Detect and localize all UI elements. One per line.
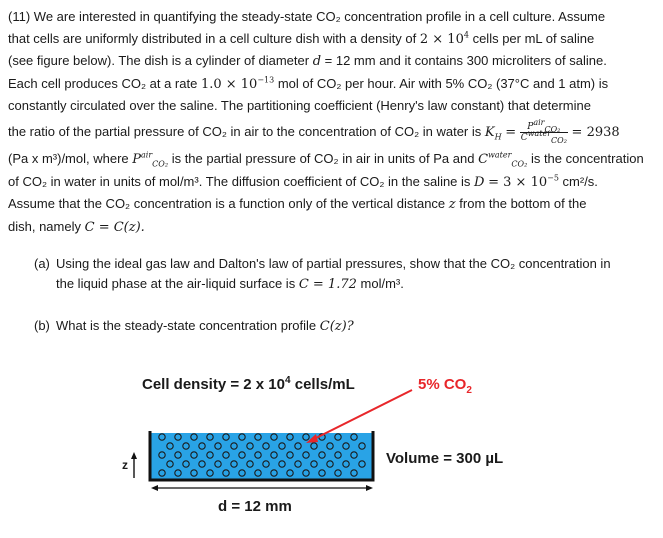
line-3: (see figure below). The dish is a cylinder of diameter d = 12 mm and it contains 300 microliters of saline.	[8, 53, 607, 70]
diameter-label: d = 12 mm	[218, 498, 292, 515]
co2-arrow	[312, 390, 412, 440]
cell-density-label: Cell density = 2 x $10^4$ cells/mL	[142, 375, 355, 393]
diameter-arrow-right	[366, 485, 373, 491]
line-2: that cells are uniformly distributed in a cell culture dish with a density of $2 \times 10^4$ cells per mL of saline	[8, 30, 595, 47]
volume-label: Volume = 300 µL	[386, 450, 504, 467]
line-4: Each cell produces CO₂ at a rate $1.0 \times 10^{-13}$ mol of CO₂ per hour. Air with 5% CO₂ (37°C and 1 atm) is	[8, 75, 609, 92]
line-7: (Pa x m³)/mol, where $P^{air}_{CO_2}$ is the partial pressure of CO₂ in air in units of Pa and $C^{water}_{CO_2}$ is the concentration	[8, 150, 644, 169]
line-9: Assume that the CO₂ concentration is a function only of the vertical distance z from the bottom of the	[8, 196, 587, 213]
z-axis-arrowhead	[131, 452, 137, 459]
line-6: the ratio of the partial pressure of CO₂ in air to the concentration of CO₂ in water is $K_H$ = $\frac{P^{air}_{CO_2}}{C^{water}_{CO_2}}$ = 2938	[8, 118, 620, 145]
line-1: (11) We are interested in quantifying the steady-state CO₂ concentration profile in a cell culture. Assume	[8, 9, 606, 24]
diameter-arrow-left	[151, 485, 158, 491]
line-8: of CO₂ in water in units of mol/m³. The diffusion coefficient of CO₂ in the saline is $D = 3 \times 10^{-5}$ cm²/s.	[8, 173, 598, 190]
co2-label: 5% $CO_2$	[418, 376, 472, 396]
question-b: (b) What is the steady-state concentration profile C(z)?	[34, 318, 354, 334]
question-a: (a) Using the ideal gas law and Dalton's law of partial pressures, show that the CO₂ concentration in the liquid phase at the air-liquid surface is C = 1.72 mol/m³.	[34, 256, 611, 292]
line-10: dish, namely C = C(z).	[8, 218, 145, 235]
line-5: constantly circulated over the saline. The partitioning coefficient (Henry's law constant) that determine	[8, 98, 591, 114]
z-axis-label: z	[122, 458, 128, 472]
henry-fraction: $\frac{P^{air}_{CO_2}}{C^{water}_{CO_2}}$	[520, 118, 567, 145]
